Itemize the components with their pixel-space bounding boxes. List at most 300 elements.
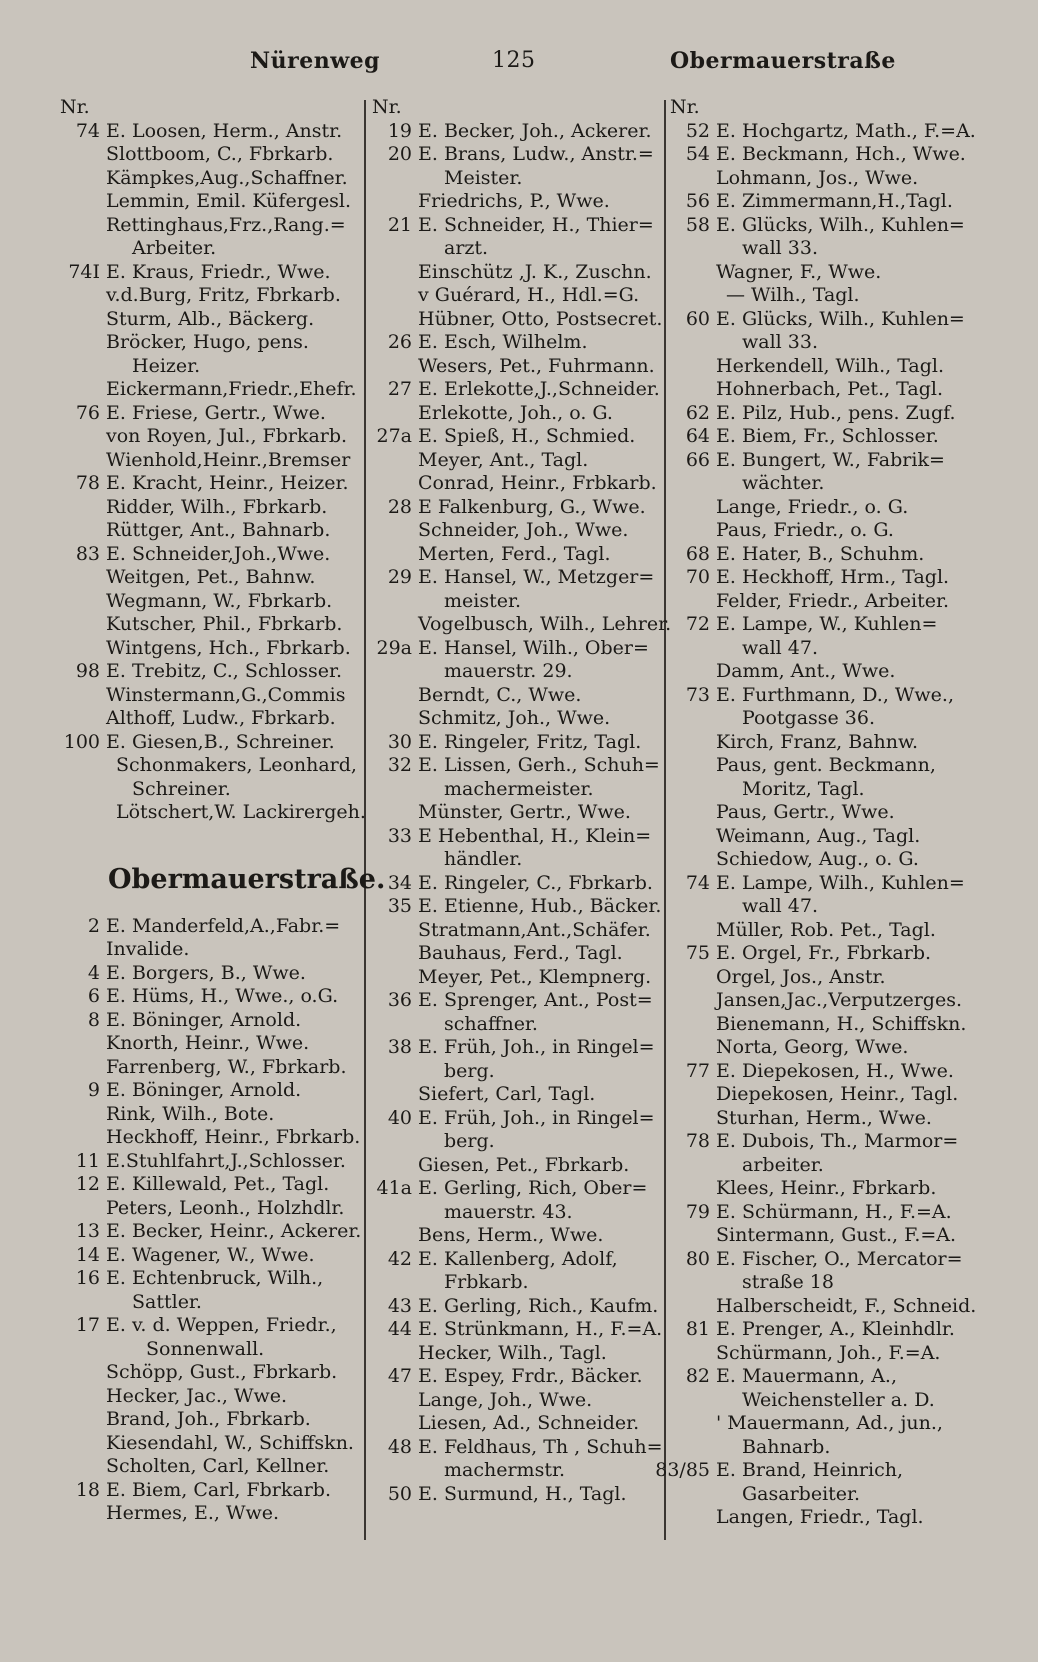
- list-item: [60, 120, 360, 144]
- list-item: [372, 1248, 662, 1272]
- list-item: [670, 660, 970, 684]
- list-item: [670, 1177, 970, 1201]
- entry-text: E. Trebitz, C., Schlosser.: [106, 660, 343, 682]
- list-item: [372, 707, 662, 731]
- entry-text: Hecker, Wilh., Tagl.: [418, 1341, 607, 1364]
- house-number: 64: [685, 425, 710, 447]
- entry-text: Liesen, Ad., Schneider.: [418, 1412, 640, 1434]
- entry-text: E. Sprenger, Ant., Post=: [418, 989, 653, 1011]
- house-number: 66: [685, 448, 710, 471]
- list-item: [372, 1436, 662, 1460]
- house-number: 27: [387, 378, 412, 400]
- list-item: [670, 1060, 970, 1084]
- column-divider: [664, 100, 666, 1540]
- list-item: [670, 1083, 970, 1107]
- house-number: 78: [75, 472, 100, 494]
- entry-text: E. Loosen, Herm., Anstr.: [106, 119, 343, 142]
- list-item: [372, 1154, 662, 1178]
- entry-text: Invalide.: [106, 938, 190, 960]
- list-item: [372, 1224, 662, 1248]
- entry-text: mauerstr. 29.: [444, 660, 573, 682]
- house-number: 75: [685, 942, 710, 964]
- list-item: [60, 143, 360, 167]
- entry-text: Schürmann, Joh., F.=A.: [716, 1341, 941, 1364]
- list-item: [60, 985, 360, 1009]
- list-item: [372, 942, 662, 966]
- list-item: [60, 284, 360, 308]
- list-item: [670, 472, 970, 496]
- list-item: [670, 1365, 970, 1389]
- list-item: [670, 261, 970, 285]
- list-item: [60, 1103, 360, 1127]
- entry-text: Orgel, Jos., Anstr.: [716, 965, 886, 988]
- entry-text: E. Glücks, Wilh., Kuhlen=: [716, 307, 965, 330]
- list-item: [372, 449, 662, 473]
- list-item: [670, 989, 970, 1013]
- list-item: [60, 331, 360, 355]
- list-item: [670, 872, 970, 896]
- list-item: [60, 1432, 360, 1456]
- house-number: 58: [685, 213, 710, 236]
- house-number: 82: [685, 1365, 710, 1387]
- entry-text: Weitgen, Pet., Bahnw.: [106, 566, 316, 588]
- list-item: [372, 120, 662, 144]
- list-item: [372, 214, 662, 238]
- list-item: [60, 1009, 360, 1033]
- house-number: 20: [387, 143, 412, 165]
- entry-text: wall 33.: [742, 331, 818, 353]
- list-item: [670, 449, 970, 473]
- house-number: 98: [75, 660, 100, 682]
- list-item: [372, 919, 662, 943]
- house-number: 44: [387, 1318, 412, 1340]
- entry-text: Paus, gent. Beckmann,: [716, 754, 936, 776]
- house-number: 60: [685, 307, 710, 330]
- entry-text: Merten, Ferd., Tagl.: [418, 542, 611, 565]
- column-head: Nr.: [372, 96, 402, 118]
- list-item: [670, 637, 970, 661]
- list-item: [60, 801, 366, 825]
- list-item: [670, 402, 970, 426]
- entry-text: wächter.: [742, 472, 825, 494]
- list-item: [670, 1483, 970, 1507]
- list-item: [372, 1083, 662, 1107]
- list-item: [670, 1389, 970, 1413]
- entry-text: Felder, Friedr., Arbeiter.: [716, 589, 950, 612]
- list-item: [60, 1056, 360, 1080]
- list-item: [372, 496, 662, 520]
- entry-text: E. Hüms, H., Wwe., o.G.: [106, 985, 339, 1007]
- house-number: 42: [387, 1247, 412, 1270]
- entry-text: Diepekosen, Heinr., Tagl.: [716, 1083, 959, 1105]
- list-item: [372, 872, 662, 896]
- list-item: [60, 915, 360, 939]
- list-item: [670, 1271, 970, 1295]
- entry-text: schaffner.: [444, 1012, 538, 1035]
- section-heading: Obermauerstraße.: [108, 863, 386, 895]
- column-1: [60, 96, 386, 1526]
- entry-text: E. Strünkmann, H., F.=A.: [418, 1318, 663, 1340]
- entry-text: Wagner, F., Wwe.: [716, 260, 882, 283]
- house-number: 35: [387, 895, 412, 917]
- list-item: [60, 237, 360, 261]
- entry-text: Meyer, Pet., Klempnerg.: [418, 965, 652, 988]
- list-item: [670, 731, 970, 755]
- entry-text: Kirch, Franz, Bahnw.: [716, 730, 919, 753]
- list-item: [670, 143, 970, 167]
- list-item: [670, 966, 970, 990]
- list-item: [60, 472, 360, 496]
- list-item: [670, 1342, 970, 1366]
- entry-text: Kiesendahl, W., Schiffskn.: [106, 1431, 354, 1454]
- entry-text: Peters, Leonh., Holzhdlr.: [106, 1196, 345, 1219]
- list-item: [372, 1483, 662, 1507]
- list-item: [372, 848, 662, 872]
- list-item: [670, 825, 970, 849]
- entry-text: E. Manderfeld,A.,Fabr.=: [106, 914, 341, 937]
- house-number: 79: [685, 1200, 710, 1223]
- list-item: [670, 167, 970, 191]
- entry-text: E. Becker, Joh., Ackerer.: [418, 119, 652, 142]
- entry-text: E. Biem, Fr., Schlosser.: [716, 425, 939, 447]
- entry-text: Sintermann, Gust., F.=A.: [716, 1224, 957, 1246]
- list-item: [60, 754, 360, 778]
- list-item: [372, 566, 662, 590]
- house-number: 32: [387, 754, 412, 776]
- entry-text: E. Furthmann, D., Wwe.,: [716, 683, 955, 706]
- list-item: [372, 543, 662, 567]
- entry-text: Münster, Gertr., Wwe.: [418, 801, 631, 823]
- entry-text: Bienemann, H., Schiffskn.: [716, 1012, 967, 1035]
- house-number: 80: [685, 1247, 710, 1270]
- entry-text: Lemmin, Emil. Küfergesl.: [106, 190, 352, 212]
- entry-text: Schöpp, Gust., Fbrkarb.: [106, 1361, 338, 1383]
- house-number: 74I: [68, 260, 100, 283]
- entry-text: E. v. d. Weppen, Friedr.,: [106, 1314, 337, 1336]
- list-item: [670, 214, 970, 238]
- list-item: [670, 119, 976, 144]
- house-number: 52: [685, 119, 710, 142]
- list-item: [670, 848, 970, 872]
- list-item: [372, 1342, 662, 1366]
- entry-text: Bauhaus, Ferd., Tagl.: [418, 942, 623, 964]
- list-item: [372, 402, 662, 426]
- entry-text: E.Stuhlfahrt,J.,Schlosser.: [106, 1149, 346, 1172]
- entry-text: Lange, Friedr., o. G.: [716, 495, 909, 518]
- list-item: [372, 143, 662, 167]
- list-item: [60, 637, 360, 661]
- list-item: [60, 1408, 360, 1432]
- list-item: [670, 284, 970, 308]
- house-number: 73: [685, 683, 710, 706]
- entry-text: v Guérard, H., Hdl.=G.: [418, 284, 640, 306]
- entry-text: E Falkenburg, G., Wwe.: [418, 495, 646, 518]
- list-item: [670, 613, 970, 637]
- list-item: [372, 167, 662, 191]
- list-item: [372, 590, 662, 614]
- list-item: [60, 590, 360, 614]
- list-item: [670, 1201, 970, 1225]
- house-number: 29a: [376, 636, 412, 659]
- entry-text: v.d.Burg, Fritz, Fbrkarb.: [106, 284, 341, 306]
- entry-text: Schmitz, Joh., Wwe.: [418, 707, 611, 729]
- entry-text: E. Beckmann, Hch., Wwe.: [716, 143, 966, 165]
- entry-text: Damm, Ant., Wwe.: [716, 660, 896, 682]
- entry-text: E. Orgel, Fr., Fbrkarb.: [716, 942, 932, 964]
- entry-text: machermstr.: [444, 1459, 565, 1481]
- entry-text: Hohnerbach, Pet., Tagl.: [716, 378, 943, 400]
- list-item: [670, 919, 970, 943]
- list-item: [670, 519, 970, 543]
- entry-text: Siefert, Carl, Tagl.: [418, 1083, 596, 1105]
- entry-text: E. Bungert, W., Fabrik=: [716, 448, 945, 471]
- list-item: [372, 331, 662, 355]
- entry-text: Heckhoff, Heinr., Fbrkarb.: [106, 1126, 361, 1148]
- entry-text: Klees, Heinr., Fbrkarb.: [716, 1177, 937, 1199]
- entry-text: E. Borgers, B., Wwe.: [106, 961, 306, 984]
- list-item: [372, 472, 662, 496]
- entry-text: E. Echtenbruck, Wilh.,: [106, 1267, 324, 1289]
- list-item: [372, 684, 662, 708]
- entry-text: berg.: [444, 1130, 495, 1152]
- house-number: 18: [75, 1478, 100, 1501]
- list-item: [60, 190, 360, 214]
- list-item: [670, 942, 970, 966]
- list-item: [60, 778, 360, 802]
- house-number: 29: [387, 566, 412, 588]
- entry-text: E. Schneider,Joh.,Wwe.: [106, 542, 331, 565]
- entry-text: E. Feldhaus, Th , Schuh=: [418, 1435, 663, 1458]
- entry-text: E. Mauermann, A.,: [716, 1365, 897, 1387]
- list-item: [60, 1314, 360, 1338]
- list-item: [372, 1459, 662, 1483]
- entry-text: E. Ringeler, C., Fbrkarb.: [418, 871, 653, 894]
- entry-text: Meyer, Ant., Tagl.: [418, 448, 589, 471]
- list-item: [60, 1079, 360, 1103]
- list-item: [670, 355, 970, 379]
- entry-text: Sturhan, Herm., Wwe.: [716, 1106, 932, 1129]
- entry-text: Arbeiter.: [132, 237, 217, 259]
- list-item: [60, 1173, 360, 1197]
- house-number: 40: [387, 1106, 412, 1129]
- entry-text: Meister.: [444, 166, 523, 189]
- entry-text: E. Hansel, W., Metzger=: [418, 566, 655, 588]
- list-item: [60, 378, 360, 402]
- entry-text: — Wilh., Tagl.: [726, 284, 860, 306]
- entry-text: Winstermann,G.,Commis: [106, 683, 346, 706]
- list-item: [372, 989, 662, 1013]
- entry-text: machermeister.: [444, 777, 594, 800]
- entry-list: [372, 119, 672, 1507]
- list-item: [372, 1060, 662, 1084]
- list-item: [60, 1385, 360, 1409]
- entry-text: E. Böninger, Arnold.: [106, 1079, 302, 1101]
- list-item: [60, 1244, 360, 1268]
- list-item: [372, 237, 662, 261]
- house-number: 33: [387, 824, 412, 847]
- entry-text: Schonmakers, Leonhard,: [116, 754, 357, 776]
- list-item: [60, 1455, 360, 1479]
- list-item: [670, 543, 970, 567]
- entry-text: Einschütz ,J. K., Zuschn.: [418, 260, 652, 283]
- list-item: [670, 590, 970, 614]
- entry-text: Lötschert,W. Lackirergeh.: [116, 801, 366, 823]
- entry-text: Lohmann, Jos., Wwe.: [716, 166, 919, 189]
- list-item: [60, 261, 360, 285]
- entry-text: händler.: [444, 848, 523, 870]
- entry-text: E. Dubois, Th., Marmor=: [716, 1130, 959, 1152]
- entry-text: Hübner, Otto, Postsecret.: [418, 307, 663, 330]
- house-number: 38: [387, 1036, 412, 1058]
- list-item: [60, 1267, 360, 1291]
- entry-text: E. Heckhoff, Hrm., Tagl.: [716, 566, 950, 588]
- entry-text: Ridder, Wilh., Fbrkarb.: [106, 495, 328, 518]
- list-item: [60, 1291, 360, 1315]
- house-number: 62: [685, 401, 710, 424]
- list-item: [60, 355, 360, 379]
- list-item: [60, 1197, 360, 1221]
- entry-text: Jansen,Jac.,Verputzerges.: [716, 989, 962, 1011]
- list-item: [60, 1479, 360, 1503]
- entry-text: Weimann, Aug., Tagl.: [716, 824, 921, 847]
- entry-text: E. Böninger, Arnold.: [106, 1008, 302, 1031]
- list-item: [670, 308, 970, 332]
- list-item: [372, 778, 662, 802]
- entry-text: Halberscheidt, F., Schneid.: [716, 1294, 977, 1317]
- entry-text: Frbkarb.: [444, 1271, 529, 1293]
- list-item: [60, 707, 360, 731]
- entry-text: Giesen, Pet., Fbrkarb.: [418, 1153, 630, 1176]
- house-number: 70: [685, 566, 710, 588]
- house-number: 74: [75, 119, 100, 142]
- entry-text: Brand, Joh., Fbrkarb.: [106, 1408, 311, 1430]
- entry-text: E. Erlekotte,J.,Schneider.: [418, 378, 660, 400]
- list-item: [60, 1126, 360, 1150]
- entry-text: E. Kraus, Friedr., Wwe.: [106, 260, 331, 283]
- entry-text: Scholten, Carl, Kellner.: [106, 1455, 330, 1477]
- list-item: [60, 402, 360, 426]
- entry-text: Bahnarb.: [742, 1435, 831, 1458]
- list-item: [60, 1502, 360, 1526]
- entry-text: arzt.: [444, 237, 489, 259]
- entry-text: Eickermann,Friedr.,Ehefr.: [106, 378, 357, 400]
- entry-text: E. Fischer, O., Mercator=: [716, 1247, 963, 1270]
- list-item: [655, 1459, 970, 1483]
- list-item: [372, 1201, 662, 1225]
- entry-text: Bröcker, Hugo, pens.: [106, 331, 309, 353]
- list-item: [670, 1130, 970, 1154]
- house-number: 68: [685, 542, 710, 565]
- list-item: [372, 284, 662, 308]
- page-number: 125: [492, 48, 536, 73]
- list-item: [372, 1130, 662, 1154]
- house-number: 14: [75, 1243, 100, 1266]
- entry-text: E. Spieß, H., Schmied.: [418, 425, 636, 447]
- list-item: [372, 1412, 662, 1436]
- house-number: 16: [75, 1267, 100, 1289]
- entry-text: Pootgasse 36.: [742, 707, 876, 729]
- entry-list: [655, 119, 977, 1530]
- entry-text: E. Hater, B., Schuhm.: [716, 542, 925, 565]
- list-item: [670, 425, 970, 449]
- list-item: [670, 754, 970, 778]
- house-number: 72: [685, 613, 710, 635]
- entry-text: Paus, Friedr., o. G.: [716, 519, 894, 541]
- list-item: [60, 1220, 360, 1244]
- house-number: 50: [387, 1482, 412, 1505]
- list-item: [670, 684, 970, 708]
- entry-text: E. Gerling, Rich, Ober=: [418, 1177, 648, 1199]
- list-item: [670, 566, 970, 590]
- house-number: 36: [387, 989, 412, 1011]
- list-item: [60, 425, 360, 449]
- entry-text: Knorth, Heinr., Wwe.: [106, 1032, 310, 1054]
- house-number: 8: [87, 1008, 100, 1031]
- entry-text: E. Früh, Joh., in Ringel=: [418, 1036, 655, 1058]
- list-item: [670, 1107, 970, 1131]
- entry-text: Müller, Rob. Pet., Tagl.: [716, 918, 936, 941]
- entry-text: Schiedow, Aug., o. G.: [716, 848, 919, 870]
- entry-text: Wegmann, W., Fbrkarb.: [106, 589, 333, 612]
- entry-text: Sattler.: [132, 1290, 202, 1313]
- list-item: [372, 1365, 662, 1389]
- entry-list: [60, 915, 360, 1526]
- entry-text: Hecker, Jac., Wwe.: [106, 1384, 288, 1407]
- house-number: 54: [685, 143, 710, 165]
- house-number: 78: [685, 1130, 710, 1152]
- list-item: [372, 1318, 662, 1342]
- header-street-left: Nürenweg: [250, 48, 381, 74]
- entry-text: E. Espey, Frdr., Bäcker.: [418, 1365, 643, 1387]
- list-item: [372, 637, 662, 661]
- entry-text: Rink, Wilh., Bote.: [106, 1102, 275, 1125]
- house-number: 2: [87, 914, 100, 937]
- list-item: [670, 190, 970, 214]
- entry-text: E. Prenger, A., Kleinhdlr.: [716, 1318, 955, 1340]
- entry-text: E. Früh, Joh., in Ringel=: [418, 1106, 655, 1129]
- entry-text: Slottboom, C., Fbrkarb.: [106, 143, 334, 165]
- entry-text: E. Glücks, Wilh., Kuhlen=: [716, 213, 965, 236]
- entry-text: E. Pilz, Hub., pens. Zugf.: [716, 401, 956, 424]
- house-number: 56: [685, 190, 710, 212]
- entry-text: Friedrichs, P., Wwe.: [418, 190, 610, 212]
- house-number: 28: [387, 495, 412, 518]
- entry-text: E. Esch, Wilhelm.: [418, 331, 588, 353]
- entry-text: E. Lampe, W., Kuhlen=: [716, 613, 938, 635]
- column-head: Nr.: [670, 96, 700, 118]
- entry-text: Norta, Georg, Wwe.: [716, 1036, 909, 1058]
- list-item: [60, 543, 360, 567]
- list-item: [60, 613, 360, 637]
- list-item: [372, 1036, 662, 1060]
- house-number: 77: [685, 1059, 710, 1082]
- entry-text: E. Gerling, Rich., Kaufm.: [418, 1294, 659, 1317]
- list-item: [670, 895, 970, 919]
- house-number: 100: [63, 730, 100, 753]
- list-item: [670, 1294, 977, 1319]
- entry-text: E. Hochgartz, Math., F.=A.: [716, 119, 976, 142]
- entry-text: arbeiter.: [742, 1153, 824, 1176]
- list-item: [670, 1013, 970, 1037]
- house-number: 81: [685, 1318, 710, 1340]
- entry-text: E. Killewald, Pet., Tagl.: [106, 1173, 330, 1195]
- entry-text: E. Schneider, H., Thier=: [418, 213, 654, 236]
- entry-text: E. Friese, Gertr., Wwe.: [106, 401, 326, 424]
- entry-text: Stratmann,Ant.,Schäfer.: [418, 918, 651, 941]
- list-item: [372, 825, 662, 849]
- entry-text: Wesers, Pet., Fuhrmann.: [418, 354, 655, 377]
- entry-text: berg.: [444, 1059, 495, 1082]
